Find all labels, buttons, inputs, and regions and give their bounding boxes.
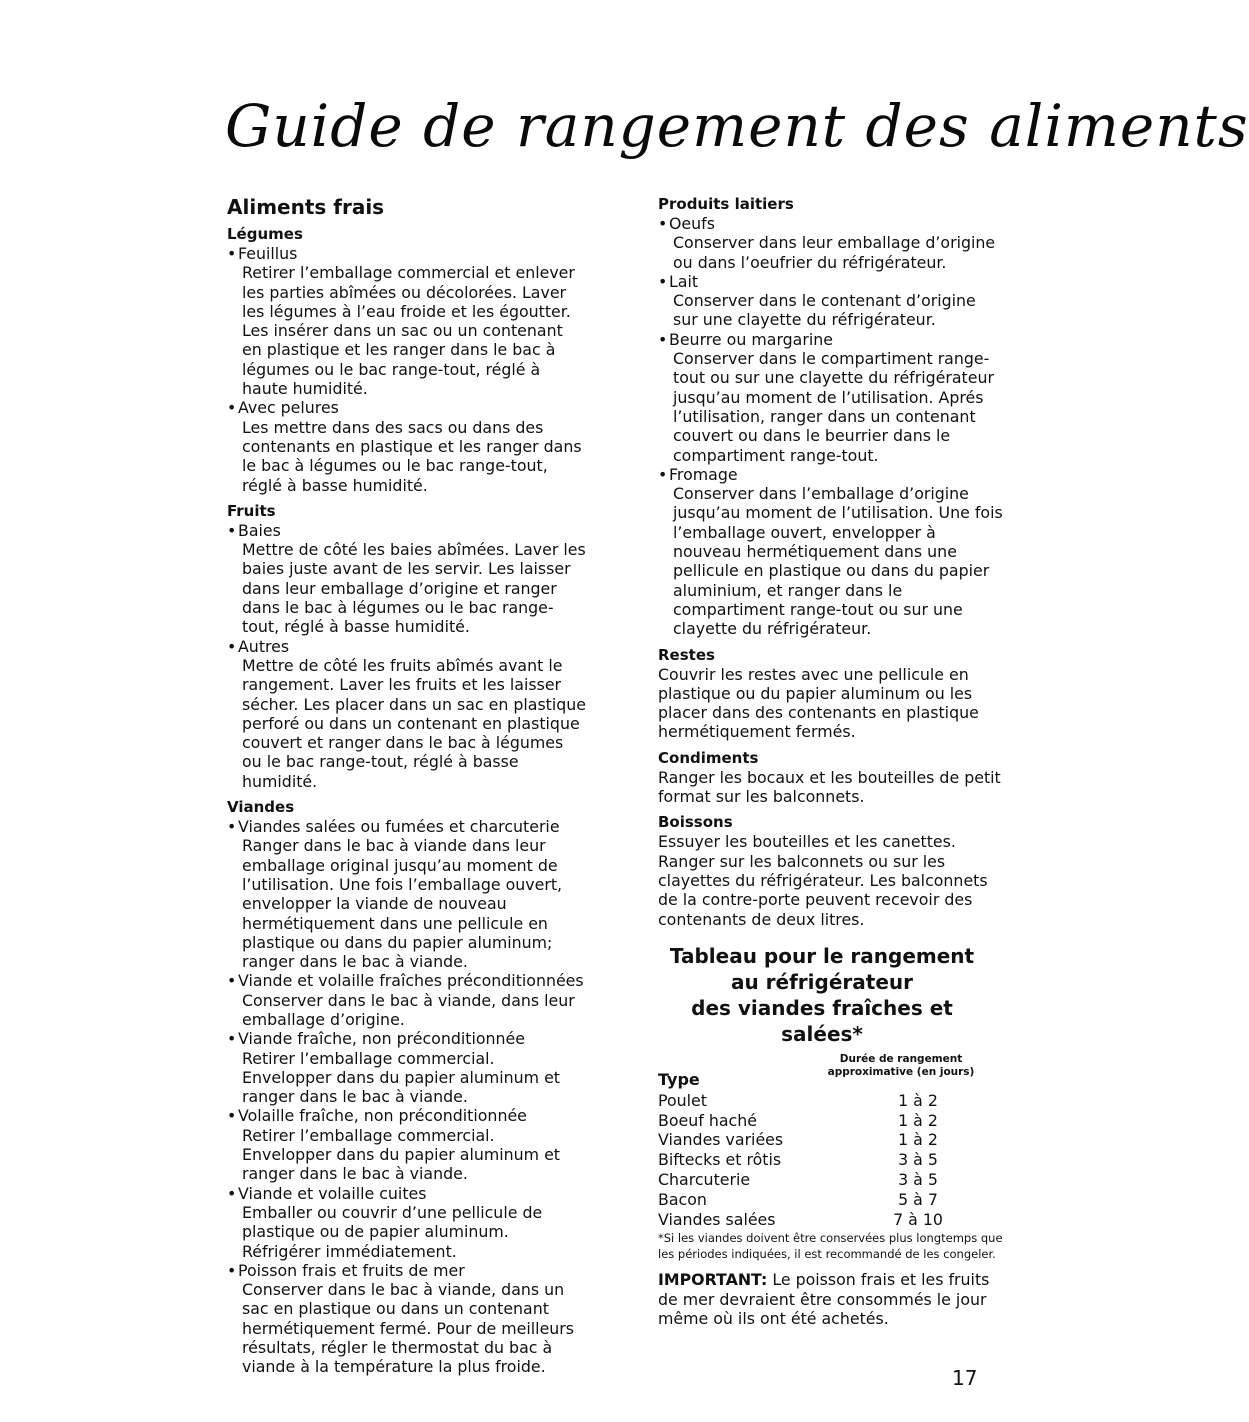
list-item [658,465,1003,639]
table-footnote: *Si les viandes doivent être conservées plus longtemps que les périodes indiquées, il est recommandé de les congeler. [658,1231,1003,1261]
item-label: • Beurre ou margarine [658,330,1003,349]
table-row [658,1130,978,1150]
column-header-days-line: Durée de rangement [839,1052,963,1065]
item-label: • Viande et volaille fraîches préconditionnées [227,971,587,990]
cell-days: 3 à 5 [898,1150,938,1170]
cell-type: Viandes variées [658,1130,784,1150]
important-label: IMPORTANT: [658,1270,768,1290]
column-header-days-line: approximative (en jours) [827,1065,975,1078]
cell-days: 5 à 7 [898,1189,938,1209]
item-label: • Volaille fraîche, non préconditionnée [227,1106,587,1125]
table-row [658,1091,978,1111]
list-item [658,272,1003,330]
item-text: Conserver dans le compartiment range-tout ou sur une clayette du réfrigérateur jusqu’au moment de l’utilisation. Aprés l’utilisation, ranger dans un contenant couvert ou dans le beurrier dans le compartiment range-tout. [673,349,994,465]
cell-days: 3 à 5 [898,1169,938,1189]
item-label: • Poisson frais et fruits de mer [227,1261,587,1280]
paragraph-restes: Couvrir les restes avec une pellicule en plastique ou du papier aluminum ou les placer dans des contenants en plastique hermétiquement fermés. [658,664,979,742]
column-header-type: Type [658,1069,700,1089]
table-row [658,1190,978,1210]
list-item [227,398,587,494]
table-row [658,1170,978,1190]
list-item [658,214,1003,272]
item-text: Emballer ou couvrir d’une pellicule de plastique ou de papier aluminum. Réfrigérer immédiatement. [242,1202,543,1261]
subheading-restes: Restes [658,645,715,664]
table-title-line: au réfrigérateur [730,969,913,994]
list-item [227,637,587,791]
cell-type: Bacon [658,1189,707,1209]
item-text: Ranger dans le bac à viande dans leur emballage original jusqu’au moment de l’utilisation. Une fois l’emballage ouvert, envelopper la viande de nouveau hermétiquement dans une pellicule en plastique ou dans du papier aluminum; ranger dans le bac à viande. [242,836,563,972]
cell-days: 1 à 2 [898,1110,938,1130]
list-item [227,1029,587,1106]
page-number: 17 [952,1366,978,1390]
item-text: Conserver dans leur emballage d’origine ou dans l’oeufrier du réfrigérateur. [673,233,996,272]
item-label: • Feuillus [227,244,587,263]
item-text: Conserver dans le bac à viande, dans leur emballage d’origine. [242,990,575,1029]
item-label: • Baies [227,521,587,540]
item-text: Conserver dans le contenant d’origine sur une clayette du réfrigérateur. [673,291,976,330]
important-note [658,1270,1003,1328]
item-text: Les mettre dans des sacs ou dans des contenants en plastique et les ranger dans le bac à légumes ou le bac range-tout, réglé à basse humidité. [242,417,582,495]
item-text: Mettre de côté les baies abîmées. Laver les baies juste avant de les servir. Les laisser dans leur emballage d’origine et ranger dans le bac à légumes ou le bac range-tout, réglé à basse humidité. [242,540,586,637]
section-title: Aliments frais [227,195,385,219]
table-row [658,1111,978,1131]
cell-type: Biftecks et rôtis [658,1150,782,1170]
list-item [227,971,587,1029]
list-item [227,1184,587,1261]
subheading-legumes: Légumes [227,225,303,243]
list-item [227,817,587,971]
right-column [658,194,1003,1328]
table-title-line: Tableau pour le rangement [669,943,975,968]
cell-type: Viandes salées [658,1209,776,1229]
table-header [658,1051,986,1091]
important-text: Le poisson frais et les fruits de mer devraient être consommés le jour même où ils ont été achetés. [658,1270,990,1328]
item-text: Retirer l’emballage commercial. Envelopper dans du papier aluminum et ranger dans le bac à viande. [242,1125,560,1184]
item-label: • Oeufs [658,214,1003,233]
cell-days: 1 à 2 [898,1130,938,1150]
cell-days: 1 à 2 [898,1090,938,1110]
item-text: Conserver dans l’emballage d’origine jusqu’au moment de l’utilisation. Une fois l’emballage ouvert, envelopper à nouveau hermétiquement dans une pellicule en plastique ou dans du papier aluminium, et ranger dans le compartiment range-tout ou sur une clayette du réfrigérateur. [673,484,1003,639]
paragraph-condiments: Ranger les bocaux et les bouteilles de petit format sur les balconnets. [658,767,1001,807]
item-label: • Viande fraîche, non préconditionnée [227,1029,587,1048]
subheading-fruits: Fruits [227,501,276,520]
subheading-laitiers: Produits laitiers [658,195,794,213]
cell-type: Charcuterie [658,1169,751,1189]
left-column [227,194,587,1377]
table-title-line: des viandes fraîches et salées* [691,995,953,1046]
item-text: Retirer l’emballage commercial. Envelopper dans du papier aluminum et ranger dans le bac à viande. [242,1048,560,1107]
cell-type: Poulet [658,1090,707,1110]
table-row [658,1210,978,1230]
item-label: • Lait [658,272,1003,291]
list-item [227,244,587,398]
list-item [227,1106,587,1183]
column-header-days [816,1053,986,1079]
item-label: • Autres [227,637,587,656]
subheading-condiments: Condiments [658,748,759,767]
item-text: Retirer l’emballage commercial et enlever les parties abîmées ou décolorées. Laver les légumes à l’eau froide et les égoutter. Les insérer dans un sac ou un contenant en plastique et les ranger dans le bac à légumes ou le bac range-tout, réglé à haute humidité. [242,263,575,399]
item-label: • Viandes salées ou fumées et charcuterie [227,817,587,836]
list-item [227,521,587,637]
subheading-viandes: Viandes [227,798,295,817]
page-title: Guide de rangement des aliments [225,92,1249,160]
cell-days: 7 à 10 [893,1209,943,1229]
item-label: • Fromage [658,465,1003,484]
list-item [227,1261,587,1377]
item-label: • Viande et volaille cuites [227,1184,587,1203]
paragraph-boissons: Essuyer les bouteilles et les canettes. Ranger sur les balconnets ou sur les clayettes du réfrigérateur. Les balconnets de la contre-porte peuvent recevoir des contenants de deux litres. [658,832,988,929]
item-text: Mettre de côté les fruits abîmés avant le rangement. Laver les fruits et les laisser sécher. Les placer dans un sac en plastique perforé ou dans un contenant en plastique couvert et ranger dans le bac à légumes ou le bac range-tout, réglé à basse humidité. [242,655,587,791]
item-label: • Avec pelures [227,398,587,417]
item-text: Conserver dans le bac à viande, dans un sac en plastique ou dans un contenant hermétiquement fermé. Pour de meilleurs résultats, régler le thermostat du bac à viande à la température la plus froide. [242,1280,575,1377]
subheading-boissons: Boissons [658,813,733,832]
table-row [658,1150,978,1170]
storage-table [658,943,1003,1263]
list-item [658,330,1003,465]
cell-type: Boeuf haché [658,1110,757,1130]
